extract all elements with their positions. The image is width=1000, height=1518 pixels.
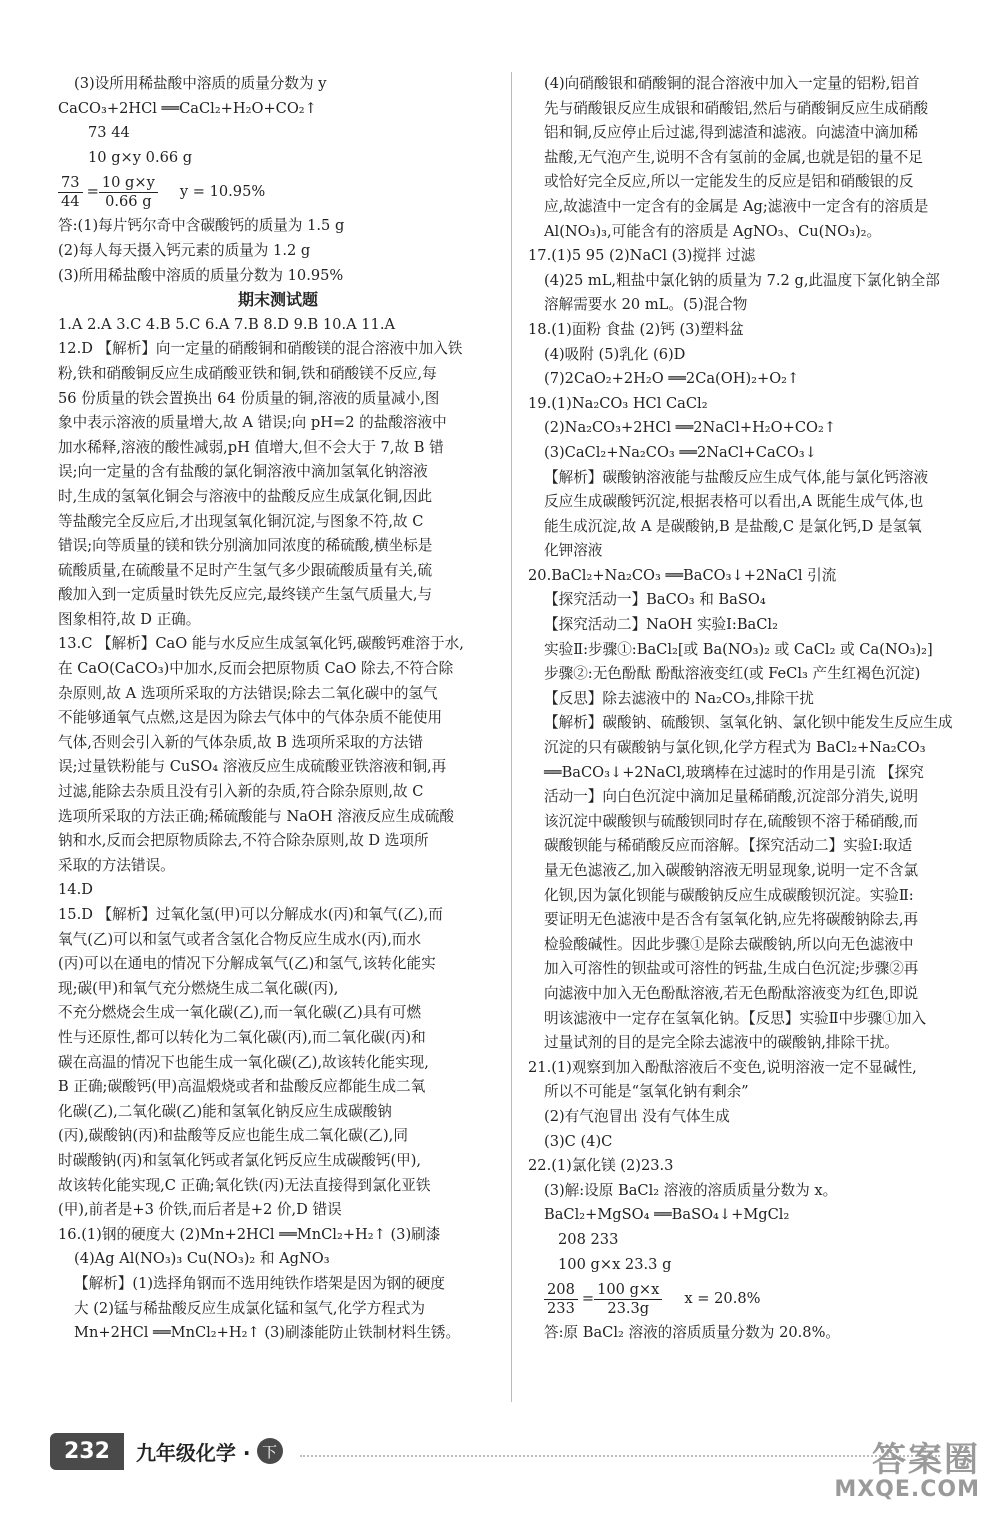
fraction-1: $\frac{73}{44}$ (58, 174, 83, 211)
right-column (528, 72, 976, 1346)
text-line: 错误;向等质量的镁和铁分别滴加同浓度的稀硫酸,横坐标是 (58, 537, 433, 555)
text-line: 图象相符,故 D 正确。 (58, 610, 201, 628)
text-line: (3)CaCl₂+Na₂CO₃ ══2NaCl+CaCO₃↓ (544, 443, 817, 461)
text-line: 等盐酸完全反应后,才出现氢氧化铜沉淀,与图象不符,故 C (58, 512, 424, 530)
fraction-2: $\frac{10 g\times y}{0.66 g}$ (99, 174, 158, 211)
text-line: (4)Ag Al(NO₃)₃ Cu(NO₃)₂ 和 AgNO₃ (74, 1250, 330, 1268)
text-line: 碳酸钡能与稀硝酸反应而溶解。【探究活动二】实验Ⅰ:取适 (544, 837, 913, 855)
text-line: 答:原 BaCl₂ 溶液的溶质质量分数为 20.8%。 (544, 1324, 841, 1342)
text-line: B 正确;碳酸钙(甲)高温煅烧或者和盐酸反应都能生成二氧 (58, 1078, 426, 1096)
text-line: 气体,否则会引入新的气体杂质,故 B 选项所采取的方法错 (58, 733, 423, 751)
text-line: 采取的方法错误。 (58, 856, 175, 874)
text-line: 13.C 【解析】CaO 能与水反应生成氢氧化钙,碳酸钙难溶于水, (58, 635, 464, 653)
left-block-a (58, 72, 498, 170)
text-line: (3)解:设原 BaCl₂ 溶液的溶质质量分数为 x。 (544, 1181, 838, 1199)
text-line: 1.A 2.A 3.C 4.B 5.C 6.A 7.B 8.D 9.B 10.A 11.A (58, 315, 396, 333)
text-line: 选项所采取的方法正确;稀硫酸能与 NaOH 溶液反应生成硫酸 (58, 807, 455, 825)
text-line: 要证明无色滤液中是否含有氢氧化钠,应先将碳酸钠除去,再 (544, 911, 919, 929)
text-line: 【探究活动一】BaCO₃ 和 BaSO₄ (544, 591, 766, 609)
text-line: 208 233 (558, 1230, 619, 1248)
text-line: (3)所用稀盐酸中溶质的质量分数为 10.95% (58, 266, 344, 284)
section-heading: 期末测试题 (237, 290, 318, 310)
text-line: 步骤②:无色酚酞 酚酞溶液变红(或 FeCl₃ 产生红褐色沉淀) (544, 665, 921, 683)
page-footer (50, 1428, 283, 1474)
text-line: 误;向一定量的含有盐酸的氯化铜溶液中滴加氢氧化钠溶液 (58, 463, 428, 481)
text-line: 时,生成的氢氧化铜会与溶液中的盐酸反应生成氯化铜,因此 (58, 487, 433, 505)
text-line: 18.(1)面粉 食盐 (2)钙 (3)塑料盆 (528, 320, 744, 338)
text-line: 该沉淀中碳酸钡与硫酸钡同时存在,硫酸钡不溶于稀硝酸,而 (544, 812, 919, 830)
fraction-3: $\frac{208}{233}$ (544, 1281, 578, 1318)
text-line: 14.D (58, 881, 93, 899)
text-line: 22.(1)氯化镁 (2)23.3 (528, 1157, 674, 1175)
text-line: 21.(1)观察到加入酚酞溶液后不变色,说明溶液一定不显碱性, (528, 1058, 917, 1076)
text-line: 100 g×x 23.3 g (558, 1255, 672, 1273)
text-line: 铝和铜,反应停止后过滤,得到滤渣和滤液。向滤渣中滴加稀 (544, 124, 919, 142)
text-line: (丙)可以在通电的情况下分解成氧气(乙)和氢气,该转化能实 (58, 955, 436, 973)
text-line: (丙),碳酸钠(丙)和盐酸等反应也能生成二氧化碳(乙),同 (58, 1127, 408, 1145)
text-line: 量无色滤液乙,加入碳酸钠溶液无明显现象,说明一定不含氯 (544, 862, 919, 879)
text-line: Mn+2HCl ══MnCl₂+H₂↑ (3)刷漆能防止铁制材料生锈。 (74, 1324, 461, 1342)
text-line: 【解析】碳酸钠、硫酸钡、氢氧化钠、氯化钡中能发生反应生成 (544, 714, 953, 732)
text-line: 答:(1)每片钙尔奇中含碳酸钙的质量为 1.5 g (58, 217, 345, 235)
right-block-b (528, 1321, 976, 1346)
text-line: 钠和水,反而会把原物质除去,不符合除杂原则,故 D 选项所 (58, 832, 429, 850)
text-line: 故该转化能实现,C 正确;氧化铁(丙)无法直接得到氯化亚铁 (58, 1176, 431, 1194)
text-line: 实验Ⅱ:步骤①:BaCl₂[或 Ba(NO₃)₂ 或 CaCl₂ 或 Ca(NO₃)₂] (544, 640, 933, 658)
text-line: 73 44 (88, 124, 130, 142)
text-line: 化钡,因为氯化钡能与碳酸钠反应生成碳酸钡沉淀。实验Ⅱ: (544, 886, 914, 904)
text-line: 56 份质量的铁会置换出 64 份质量的铜,溶液的质量减小,图 (58, 389, 440, 407)
text-line: 19.(1)Na₂CO₃ HCl CaCl₂ (528, 394, 708, 412)
right-fraction-equation: $\frac{208}{233}$ = $\frac{100 g\times x}{23.3g}$ x = 20.8% (528, 1277, 976, 1321)
text-line: 12.D 【解析】向一定量的硝酸铜和硝酸镁的混合溶液中加入铁 (58, 340, 463, 358)
text-line: (7)2CaO₂+2H₂O ══2Ca(OH)₂+O₂↑ (544, 370, 800, 388)
text-line: 先与硝酸银反应生成银和硝酸铝,然后与硝酸铜反应生成硝酸 (544, 99, 929, 117)
text-line: 性与还原性,都可以转化为二氧化碳(丙),而二氧化碳(丙)和 (58, 1028, 426, 1046)
left-block-b (58, 214, 498, 288)
text-line: 【解析】(1)选择角钢而不选用纯铁作塔架是因为钢的硬度 (74, 1274, 445, 1292)
text-line: 现;碳(甲)和氧气充分燃烧生成二氧化碳(丙), (58, 979, 339, 997)
text-line: (3)设所用稀盐酸中溶质的质量分数为 y (74, 75, 327, 92)
text-line: 过滤,能除去杂质且没有引入新的杂质,符合除杂原则,故 C (58, 783, 424, 801)
text-line: 或恰好完全反应,所以一定能发生的反应是铝和硝酸银的反 (544, 173, 914, 191)
column-divider (511, 72, 512, 1402)
text-line: 过量试剂的目的是完全除去滤液中的碳酸钠,排除干扰。 (544, 1034, 899, 1052)
text-line: 20.BaCl₂+Na₂CO₃ ══BaCO₃↓+2NaCl 引流 (528, 566, 837, 584)
text-line: 应,故滤渣中一定含有的金属是 Ag;滤液中一定含有的溶质是 (544, 197, 929, 215)
text-line: (4)25 mL,粗盐中氯化钠的质量为 7.2 g,此温度下氯化钠全部 (544, 271, 940, 289)
text-line: 象中表示溶液的质量增大,故 A 错误;向 pH=2 的盐酸溶液中 (58, 414, 447, 432)
text-line: 化钾溶液 (544, 542, 603, 560)
watermark-logo: 答案圈 MXQE.COM (834, 1440, 980, 1502)
text-line: 不充分燃烧会生成一氧化碳(乙),而一氧化碳(乙)具有可燃 (58, 1004, 422, 1022)
right-block-a (528, 72, 976, 1277)
text-line: (4)向硝酸银和硝酸铜的混合溶液中加入一定量的铝粉,铝首 (544, 75, 920, 92)
text-line: 硫酸质量,在硫酸量不足时产生氢气多少跟硫酸质量有关,硫 (58, 561, 433, 579)
text-line: 大 (2)锰与稀盐酸反应生成氯化锰和氢气,化学方程式为 (74, 1299, 426, 1317)
text-line: (2)Na₂CO₃+2HCl ══2NaCl+H₂O+CO₂↑ (544, 419, 837, 437)
text-line: 杂原则,故 A 选项所采取的方法错误;除去二氧化碳中的氢气 (58, 684, 438, 702)
text-line: 氧气(乙)可以和氢气或者含氢化合物反应生成水(丙),而水 (58, 930, 422, 948)
text-line: 所以不可能是“氢氧化钠有剩余” (544, 1083, 749, 1101)
text-line: 沉淀的只有碳酸钠与氯化钡,化学方程式为 BaCl₂+Na₂CO₃ (544, 739, 926, 757)
text-line: 反应生成碳酸钙沉淀,根据表格可以看出,A 既能生成气体,也 (544, 493, 924, 511)
text-line: 活动一】向白色沉淀中滴加足量稀硝酸,沉淀部分消失,说明 (544, 788, 919, 806)
fraction-4: $\frac{100 g\times x}{23.3g}$ (594, 1281, 662, 1318)
text-line: 溶解需要水 20 mL。(5)混合物 (544, 296, 748, 314)
text-line: 【反思】除去滤液中的 Na₂CO₃,排除干扰 (544, 689, 814, 707)
text-line: 在 CaO(CaCO₃)中加水,反而会把原物质 CaO 除去,不符合除 (58, 660, 454, 678)
text-line: 17.(1)5 95 (2)NaCl (3)搅拌 过滤 (528, 247, 756, 265)
text-line: 10 g×y 0.66 g (88, 148, 193, 166)
text-line: BaCl₂+MgSO₄ ══BaSO₄↓+MgCl₂ (544, 1206, 790, 1224)
text-line: 检验酸碱性。因此步骤①是除去碳酸钠,所以向无色滤液中 (544, 935, 914, 953)
text-line: 盐酸,无气泡产生,说明不含有氢前的金属,也就是铝的量不足 (544, 148, 923, 166)
text-line: (甲),前者是+3 价铁,而后者是+2 价,D 错误 (58, 1201, 342, 1219)
text-line: (4)吸附 (5)乳化 (6)D (544, 345, 686, 363)
left-column (58, 72, 498, 1346)
text-line: 能生成沉淀,故 A 是碳酸钠,B 是盐酸,C 是氯化钙,D 是氢氧 (544, 517, 922, 535)
text-line: (2)每人每天摄入钙元素的质量为 1.2 g (58, 241, 311, 259)
text-line: Al(NO₃)₃,可能含有的溶质是 AgNO₃、Cu(NO₃)₂。 (544, 222, 882, 240)
left-fraction-equation: $\frac{73}{44}$ = $\frac{10 g\times y}{0.66 g}$ y = 10.95% (58, 170, 498, 214)
text-line: 化碳(乙),二氧化碳(乙)能和氢氧化钠反应生成碳酸钠 (58, 1102, 392, 1120)
text-line: 酸加入到一定质量时铁先反应完,最终镁产生氢气质量大,与 (58, 586, 433, 604)
text-line: 16.(1)钢的硬度大 (2)Mn+2HCl ══MnCl₂+H₂↑ (3)刷漆 (58, 1225, 441, 1243)
text-line: 时碳酸钠(丙)和氢氧化钙或者氯化钙反应生成碳酸钙(甲), (58, 1151, 422, 1169)
left-block-c (58, 313, 498, 1346)
text-line: ══BaCO₃↓+2NaCl,玻璃棒在过滤时的作用是引流 【探究 (544, 763, 924, 781)
text-line: CaCO₃+2HCl ══CaCl₂+H₂O+CO₂↑ (58, 99, 317, 117)
text-line: 明该滤液中一定存在氢氧化钠。【反思】实验Ⅱ中步骤①加入 (544, 1009, 927, 1027)
text-line: 15.D 【解析】过氧化氢(甲)可以分解成水(丙)和氧气(乙),而 (58, 906, 443, 923)
text-line: 不能够通氧气点燃,这是因为除去气体中的气体杂质不能使用 (58, 709, 443, 727)
subject-label: 九年级化学 · (135, 1440, 251, 1465)
text-line: 粉,铁和硝酸铜反应生成硝酸亚铁和铜,铁和硝酸镁不反应,每 (58, 364, 437, 382)
text-line: 【解析】碳酸钠溶液能与盐酸反应生成气体,能与氯化钙溶液 (544, 468, 929, 486)
text-line: 碳在高温的情况下也能生成一氧化碳(乙),故该转化能实现, (58, 1053, 429, 1071)
text-line: 加水稀释,溶液的酸性减弱,pH 值增大,但不会大于 7,故 B 错 (58, 438, 444, 456)
volume-badge: 下 (257, 1438, 283, 1464)
page-number: 232 (50, 1433, 124, 1470)
text-line: 加入可溶性的钡盐或可溶性的钙盐,生成白色沉淀;步骤②再 (544, 960, 919, 978)
text-line: (3)C (4)C (544, 1132, 613, 1150)
text-line: 向滤液中加入无色酚酞溶液,若无色酚酞溶液变为红色,即说 (544, 984, 919, 1002)
text-line: 【探究活动二】NaOH 实验Ⅰ:BaCl₂ (544, 616, 778, 634)
text-line: 误;过量铁粉能与 CuSO₄ 溶液反应生成硫酸亚铁溶液和铜,再 (58, 758, 447, 776)
text-line: (2)有气泡冒出 没有气体生成 (544, 1107, 730, 1125)
